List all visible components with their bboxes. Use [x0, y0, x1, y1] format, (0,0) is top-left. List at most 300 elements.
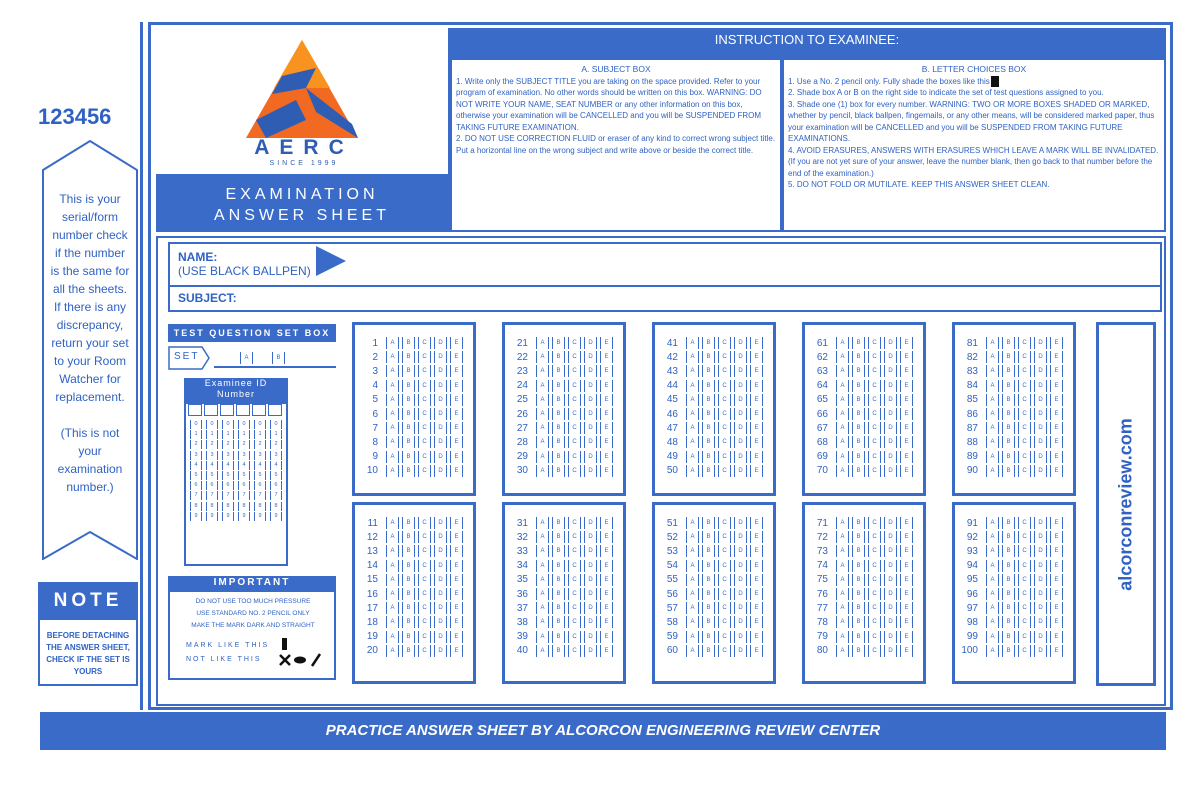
choice-bubble[interactable]: A: [686, 517, 699, 529]
choice-bubble[interactable]: E: [750, 531, 763, 543]
id-digit-bubble[interactable]: 2: [206, 440, 218, 449]
choice-bubble[interactable]: C: [418, 436, 431, 448]
choice-bubble[interactable]: D: [584, 531, 597, 543]
choice-bubble[interactable]: C: [868, 436, 881, 448]
choice-bubble[interactable]: D: [884, 631, 897, 643]
choice-bubble[interactable]: D: [434, 574, 447, 586]
choice-bubble[interactable]: C: [1018, 380, 1031, 392]
choice-bubble[interactable]: C: [718, 337, 731, 349]
choice-bubble[interactable]: A: [836, 602, 849, 614]
choice-bubble[interactable]: A: [536, 436, 549, 448]
id-digit-bubble[interactable]: 3: [222, 451, 234, 460]
choice-bubble[interactable]: D: [434, 351, 447, 363]
choice-bubble[interactable]: E: [1050, 631, 1063, 643]
id-write-box[interactable]: [188, 404, 202, 416]
choice-bubble[interactable]: C: [1018, 602, 1031, 614]
choice-bubble[interactable]: C: [568, 408, 581, 420]
choice-bubble[interactable]: B: [1002, 545, 1015, 557]
choice-bubble[interactable]: C: [568, 394, 581, 406]
choice-bubble[interactable]: E: [750, 365, 763, 377]
choice-bubble[interactable]: E: [1050, 560, 1063, 572]
choice-bubble[interactable]: A: [986, 394, 999, 406]
choice-bubble[interactable]: C: [868, 380, 881, 392]
choice-bubble[interactable]: B: [402, 451, 415, 463]
choice-bubble[interactable]: A: [836, 631, 849, 643]
choice-bubble[interactable]: D: [884, 351, 897, 363]
choice-bubble[interactable]: E: [450, 436, 463, 448]
choice-bubble[interactable]: C: [868, 517, 881, 529]
choice-bubble[interactable]: D: [1034, 531, 1047, 543]
choice-bubble[interactable]: B: [1002, 588, 1015, 600]
choice-bubble[interactable]: C: [1018, 545, 1031, 557]
choice-bubble[interactable]: C: [1018, 365, 1031, 377]
id-digit-bubble[interactable]: 1: [270, 430, 282, 439]
choice-bubble[interactable]: E: [1050, 602, 1063, 614]
id-digit-bubble[interactable]: 6: [270, 481, 282, 490]
choice-bubble[interactable]: C: [418, 365, 431, 377]
choice-bubble[interactable]: B: [852, 408, 865, 420]
id-digit-bubble[interactable]: 8: [222, 502, 234, 511]
choice-bubble[interactable]: D: [884, 365, 897, 377]
choice-bubble[interactable]: A: [536, 545, 549, 557]
choice-bubble[interactable]: A: [986, 517, 999, 529]
choice-bubble[interactable]: D: [1034, 408, 1047, 420]
choice-bubble[interactable]: D: [434, 436, 447, 448]
choice-bubble[interactable]: C: [718, 380, 731, 392]
choice-bubble[interactable]: D: [1034, 394, 1047, 406]
choice-bubble[interactable]: E: [600, 631, 613, 643]
choice-bubble[interactable]: C: [418, 451, 431, 463]
choice-bubble[interactable]: C: [568, 588, 581, 600]
choice-bubble[interactable]: D: [434, 531, 447, 543]
choice-bubble[interactable]: E: [600, 365, 613, 377]
id-digit-bubble[interactable]: 7: [222, 491, 234, 500]
choice-bubble[interactable]: D: [434, 451, 447, 463]
choice-bubble[interactable]: E: [600, 351, 613, 363]
choice-bubble[interactable]: E: [900, 602, 913, 614]
choice-bubble[interactable]: E: [900, 616, 913, 628]
choice-bubble[interactable]: A: [536, 394, 549, 406]
id-digit-bubble[interactable]: 5: [190, 471, 202, 480]
id-digit-bubble[interactable]: 0: [270, 420, 282, 429]
choice-bubble[interactable]: E: [1050, 574, 1063, 586]
choice-bubble[interactable]: B: [1002, 465, 1015, 477]
choice-bubble[interactable]: B: [552, 351, 565, 363]
choice-bubble[interactable]: D: [884, 408, 897, 420]
choice-bubble[interactable]: A: [836, 337, 849, 349]
choice-bubble[interactable]: A: [386, 451, 399, 463]
choice-bubble[interactable]: B: [402, 531, 415, 543]
choice-bubble[interactable]: D: [1034, 422, 1047, 434]
choice-bubble[interactable]: A: [386, 351, 399, 363]
choice-bubble[interactable]: E: [600, 588, 613, 600]
choice-bubble[interactable]: D: [584, 451, 597, 463]
choice-bubble[interactable]: D: [734, 365, 747, 377]
id-digit-bubble[interactable]: 6: [222, 481, 234, 490]
choice-bubble[interactable]: E: [600, 436, 613, 448]
id-digit-bubble[interactable]: 8: [254, 502, 266, 511]
id-digit-bubble[interactable]: 2: [238, 440, 250, 449]
choice-bubble[interactable]: A: [986, 365, 999, 377]
choice-bubble[interactable]: D: [584, 422, 597, 434]
choice-bubble[interactable]: B: [702, 380, 715, 392]
choice-bubble[interactable]: A: [386, 408, 399, 420]
choice-bubble[interactable]: A: [536, 422, 549, 434]
choice-bubble[interactable]: B: [702, 337, 715, 349]
id-digit-bubble[interactable]: 0: [206, 420, 218, 429]
choice-bubble[interactable]: D: [1034, 631, 1047, 643]
choice-bubble[interactable]: B: [1002, 408, 1015, 420]
id-digit-bubble[interactable]: 0: [254, 420, 266, 429]
set-b-bubble[interactable]: B: [272, 352, 285, 364]
choice-bubble[interactable]: B: [1002, 380, 1015, 392]
choice-bubble[interactable]: A: [686, 602, 699, 614]
id-digit-bubble[interactable]: 5: [254, 471, 266, 480]
choice-bubble[interactable]: D: [734, 531, 747, 543]
choice-bubble[interactable]: C: [1018, 588, 1031, 600]
choice-bubble[interactable]: B: [552, 465, 565, 477]
choice-bubble[interactable]: E: [450, 531, 463, 543]
choice-bubble[interactable]: E: [900, 351, 913, 363]
choice-bubble[interactable]: B: [852, 588, 865, 600]
choice-bubble[interactable]: C: [868, 394, 881, 406]
choice-bubble[interactable]: D: [734, 351, 747, 363]
choice-bubble[interactable]: E: [1050, 365, 1063, 377]
choice-bubble[interactable]: B: [1002, 602, 1015, 614]
choice-bubble[interactable]: A: [836, 365, 849, 377]
choice-bubble[interactable]: E: [600, 394, 613, 406]
choice-bubble[interactable]: C: [718, 465, 731, 477]
choice-bubble[interactable]: A: [536, 531, 549, 543]
choice-bubble[interactable]: E: [450, 616, 463, 628]
choice-bubble[interactable]: D: [734, 545, 747, 557]
choice-bubble[interactable]: E: [600, 574, 613, 586]
choice-bubble[interactable]: E: [900, 408, 913, 420]
choice-bubble[interactable]: D: [884, 645, 897, 657]
choice-bubble[interactable]: E: [450, 631, 463, 643]
choice-bubble[interactable]: D: [1034, 436, 1047, 448]
choice-bubble[interactable]: C: [718, 574, 731, 586]
choice-bubble[interactable]: D: [884, 436, 897, 448]
choice-bubble[interactable]: D: [1034, 465, 1047, 477]
id-digit-bubble[interactable]: 4: [222, 461, 234, 470]
id-digit-bubble[interactable]: 6: [254, 481, 266, 490]
choice-bubble[interactable]: A: [536, 380, 549, 392]
choice-bubble[interactable]: C: [1018, 422, 1031, 434]
choice-bubble[interactable]: D: [584, 574, 597, 586]
choice-bubble[interactable]: A: [836, 351, 849, 363]
choice-bubble[interactable]: E: [450, 422, 463, 434]
choice-bubble[interactable]: C: [1018, 574, 1031, 586]
choice-bubble[interactable]: E: [450, 545, 463, 557]
id-digit-bubble[interactable]: 0: [190, 420, 202, 429]
choice-bubble[interactable]: C: [1018, 394, 1031, 406]
choice-bubble[interactable]: D: [734, 394, 747, 406]
choice-bubble[interactable]: B: [402, 588, 415, 600]
choice-bubble[interactable]: E: [900, 545, 913, 557]
choice-bubble[interactable]: D: [884, 560, 897, 572]
choice-bubble[interactable]: A: [386, 645, 399, 657]
choice-bubble[interactable]: B: [402, 602, 415, 614]
choice-bubble[interactable]: E: [1050, 394, 1063, 406]
choice-bubble[interactable]: D: [434, 560, 447, 572]
choice-bubble[interactable]: A: [686, 465, 699, 477]
choice-bubble[interactable]: A: [386, 465, 399, 477]
choice-bubble[interactable]: A: [986, 451, 999, 463]
choice-bubble[interactable]: A: [536, 616, 549, 628]
choice-bubble[interactable]: E: [750, 545, 763, 557]
choice-bubble[interactable]: C: [568, 422, 581, 434]
choice-bubble[interactable]: B: [852, 394, 865, 406]
choice-bubble[interactable]: C: [418, 531, 431, 543]
choice-bubble[interactable]: B: [702, 351, 715, 363]
choice-bubble[interactable]: A: [536, 588, 549, 600]
choice-bubble[interactable]: E: [750, 394, 763, 406]
choice-bubble[interactable]: C: [568, 436, 581, 448]
choice-bubble[interactable]: E: [450, 408, 463, 420]
choice-bubble[interactable]: C: [568, 337, 581, 349]
choice-bubble[interactable]: B: [702, 588, 715, 600]
choice-bubble[interactable]: B: [1002, 517, 1015, 529]
name-field[interactable]: [330, 244, 1160, 284]
choice-bubble[interactable]: D: [584, 408, 597, 420]
choice-bubble[interactable]: E: [600, 616, 613, 628]
choice-bubble[interactable]: A: [386, 545, 399, 557]
choice-bubble[interactable]: A: [386, 631, 399, 643]
choice-bubble[interactable]: D: [734, 588, 747, 600]
choice-bubble[interactable]: C: [568, 602, 581, 614]
choice-bubble[interactable]: A: [686, 436, 699, 448]
choice-bubble[interactable]: D: [1034, 616, 1047, 628]
choice-bubble[interactable]: B: [702, 531, 715, 543]
choice-bubble[interactable]: C: [568, 574, 581, 586]
id-digit-bubble[interactable]: 3: [206, 451, 218, 460]
choice-bubble[interactable]: B: [1002, 422, 1015, 434]
choice-bubble[interactable]: E: [750, 616, 763, 628]
choice-bubble[interactable]: D: [734, 645, 747, 657]
choice-bubble[interactable]: A: [536, 451, 549, 463]
choice-bubble[interactable]: E: [900, 645, 913, 657]
id-digit-bubble[interactable]: 3: [238, 451, 250, 460]
choice-bubble[interactable]: D: [884, 451, 897, 463]
id-write-box[interactable]: [204, 404, 218, 416]
choice-bubble[interactable]: A: [686, 408, 699, 420]
choice-bubble[interactable]: B: [852, 645, 865, 657]
id-digit-bubble[interactable]: 4: [254, 461, 266, 470]
choice-bubble[interactable]: E: [900, 531, 913, 543]
choice-bubble[interactable]: B: [552, 631, 565, 643]
choice-bubble[interactable]: E: [600, 602, 613, 614]
choice-bubble[interactable]: C: [1018, 351, 1031, 363]
choice-bubble[interactable]: B: [852, 560, 865, 572]
choice-bubble[interactable]: D: [1034, 351, 1047, 363]
choice-bubble[interactable]: E: [750, 631, 763, 643]
choice-bubble[interactable]: C: [1018, 616, 1031, 628]
choice-bubble[interactable]: A: [686, 645, 699, 657]
choice-bubble[interactable]: E: [1050, 616, 1063, 628]
choice-bubble[interactable]: D: [884, 337, 897, 349]
choice-bubble[interactable]: D: [1034, 602, 1047, 614]
choice-bubble[interactable]: B: [402, 517, 415, 529]
choice-bubble[interactable]: B: [552, 436, 565, 448]
choice-bubble[interactable]: E: [450, 588, 463, 600]
choice-bubble[interactable]: C: [868, 560, 881, 572]
choice-bubble[interactable]: A: [386, 365, 399, 377]
choice-bubble[interactable]: A: [686, 531, 699, 543]
choice-bubble[interactable]: A: [686, 422, 699, 434]
choice-bubble[interactable]: D: [584, 351, 597, 363]
choice-bubble[interactable]: C: [418, 337, 431, 349]
choice-bubble[interactable]: C: [568, 380, 581, 392]
choice-bubble[interactable]: B: [852, 351, 865, 363]
id-write-box[interactable]: [268, 404, 282, 416]
choice-bubble[interactable]: B: [552, 380, 565, 392]
choice-bubble[interactable]: E: [450, 380, 463, 392]
choice-bubble[interactable]: E: [1050, 645, 1063, 657]
choice-bubble[interactable]: B: [1002, 351, 1015, 363]
choice-bubble[interactable]: E: [450, 451, 463, 463]
choice-bubble[interactable]: C: [1018, 631, 1031, 643]
choice-bubble[interactable]: C: [418, 422, 431, 434]
choice-bubble[interactable]: B: [402, 408, 415, 420]
choice-bubble[interactable]: A: [686, 616, 699, 628]
choice-bubble[interactable]: B: [852, 380, 865, 392]
choice-bubble[interactable]: B: [702, 422, 715, 434]
choice-bubble[interactable]: A: [686, 574, 699, 586]
id-digit-bubble[interactable]: 1: [238, 430, 250, 439]
choice-bubble[interactable]: D: [434, 645, 447, 657]
choice-bubble[interactable]: D: [1034, 645, 1047, 657]
choice-bubble[interactable]: C: [718, 394, 731, 406]
choice-bubble[interactable]: D: [434, 422, 447, 434]
choice-bubble[interactable]: B: [552, 365, 565, 377]
choice-bubble[interactable]: B: [852, 616, 865, 628]
choice-bubble[interactable]: B: [702, 645, 715, 657]
choice-bubble[interactable]: D: [434, 337, 447, 349]
id-digit-bubble[interactable]: 6: [190, 481, 202, 490]
choice-bubble[interactable]: C: [718, 616, 731, 628]
id-digit-bubble[interactable]: 4: [190, 461, 202, 470]
choice-bubble[interactable]: E: [900, 451, 913, 463]
choice-bubble[interactable]: D: [584, 602, 597, 614]
choice-bubble[interactable]: A: [536, 574, 549, 586]
choice-bubble[interactable]: B: [702, 574, 715, 586]
choice-bubble[interactable]: B: [1002, 394, 1015, 406]
choice-bubble[interactable]: A: [686, 588, 699, 600]
choice-bubble[interactable]: A: [836, 588, 849, 600]
choice-bubble[interactable]: D: [884, 380, 897, 392]
id-digit-bubble[interactable]: 7: [270, 491, 282, 500]
choice-bubble[interactable]: A: [536, 560, 549, 572]
choice-bubble[interactable]: D: [734, 380, 747, 392]
choice-bubble[interactable]: B: [1002, 631, 1015, 643]
choice-bubble[interactable]: E: [450, 574, 463, 586]
choice-bubble[interactable]: B: [402, 422, 415, 434]
id-digit-bubble[interactable]: 5: [206, 471, 218, 480]
choice-bubble[interactable]: C: [718, 602, 731, 614]
choice-bubble[interactable]: C: [718, 451, 731, 463]
choice-bubble[interactable]: E: [1050, 422, 1063, 434]
choice-bubble[interactable]: C: [418, 408, 431, 420]
choice-bubble[interactable]: A: [386, 560, 399, 572]
choice-bubble[interactable]: E: [600, 337, 613, 349]
choice-bubble[interactable]: D: [734, 631, 747, 643]
choice-bubble[interactable]: C: [418, 545, 431, 557]
choice-bubble[interactable]: A: [386, 422, 399, 434]
choice-bubble[interactable]: C: [568, 351, 581, 363]
choice-bubble[interactable]: C: [1018, 645, 1031, 657]
choice-bubble[interactable]: C: [718, 436, 731, 448]
choice-bubble[interactable]: A: [986, 422, 999, 434]
choice-bubble[interactable]: B: [402, 574, 415, 586]
choice-bubble[interactable]: D: [734, 337, 747, 349]
choice-bubble[interactable]: B: [852, 574, 865, 586]
choice-bubble[interactable]: B: [552, 531, 565, 543]
choice-bubble[interactable]: D: [434, 631, 447, 643]
choice-bubble[interactable]: B: [552, 451, 565, 463]
choice-bubble[interactable]: B: [852, 631, 865, 643]
choice-bubble[interactable]: B: [852, 531, 865, 543]
choice-bubble[interactable]: E: [900, 574, 913, 586]
choice-bubble[interactable]: D: [884, 394, 897, 406]
choice-bubble[interactable]: B: [702, 394, 715, 406]
choice-bubble[interactable]: C: [1018, 560, 1031, 572]
choice-bubble[interactable]: E: [1050, 451, 1063, 463]
choice-bubble[interactable]: E: [900, 560, 913, 572]
id-digit-bubble[interactable]: 5: [270, 471, 282, 480]
choice-bubble[interactable]: D: [434, 602, 447, 614]
choice-bubble[interactable]: A: [386, 380, 399, 392]
choice-bubble[interactable]: C: [868, 545, 881, 557]
choice-bubble[interactable]: C: [568, 631, 581, 643]
choice-bubble[interactable]: E: [600, 545, 613, 557]
choice-bubble[interactable]: D: [884, 465, 897, 477]
choice-bubble[interactable]: B: [402, 465, 415, 477]
choice-bubble[interactable]: B: [852, 602, 865, 614]
id-digit-bubble[interactable]: 0: [238, 420, 250, 429]
choice-bubble[interactable]: E: [450, 517, 463, 529]
choice-bubble[interactable]: E: [750, 380, 763, 392]
choice-bubble[interactable]: B: [1002, 337, 1015, 349]
choice-bubble[interactable]: A: [986, 588, 999, 600]
id-digit-bubble[interactable]: 5: [222, 471, 234, 480]
choice-bubble[interactable]: E: [600, 517, 613, 529]
id-digit-bubble[interactable]: 8: [238, 502, 250, 511]
choice-bubble[interactable]: B: [402, 436, 415, 448]
choice-bubble[interactable]: A: [986, 602, 999, 614]
choice-bubble[interactable]: C: [568, 517, 581, 529]
choice-bubble[interactable]: A: [686, 351, 699, 363]
choice-bubble[interactable]: A: [986, 545, 999, 557]
choice-bubble[interactable]: A: [836, 465, 849, 477]
choice-bubble[interactable]: E: [900, 337, 913, 349]
choice-bubble[interactable]: E: [900, 588, 913, 600]
choice-bubble[interactable]: C: [568, 465, 581, 477]
choice-bubble[interactable]: B: [402, 560, 415, 572]
choice-bubble[interactable]: D: [584, 365, 597, 377]
choice-bubble[interactable]: B: [702, 545, 715, 557]
choice-bubble[interactable]: C: [868, 422, 881, 434]
choice-bubble[interactable]: A: [986, 616, 999, 628]
id-digit-bubble[interactable]: 9: [222, 512, 234, 521]
choice-bubble[interactable]: E: [900, 436, 913, 448]
choice-bubble[interactable]: C: [868, 408, 881, 420]
choice-bubble[interactable]: E: [450, 394, 463, 406]
choice-bubble[interactable]: C: [718, 645, 731, 657]
choice-bubble[interactable]: B: [702, 365, 715, 377]
choice-bubble[interactable]: A: [836, 517, 849, 529]
choice-bubble[interactable]: C: [418, 380, 431, 392]
